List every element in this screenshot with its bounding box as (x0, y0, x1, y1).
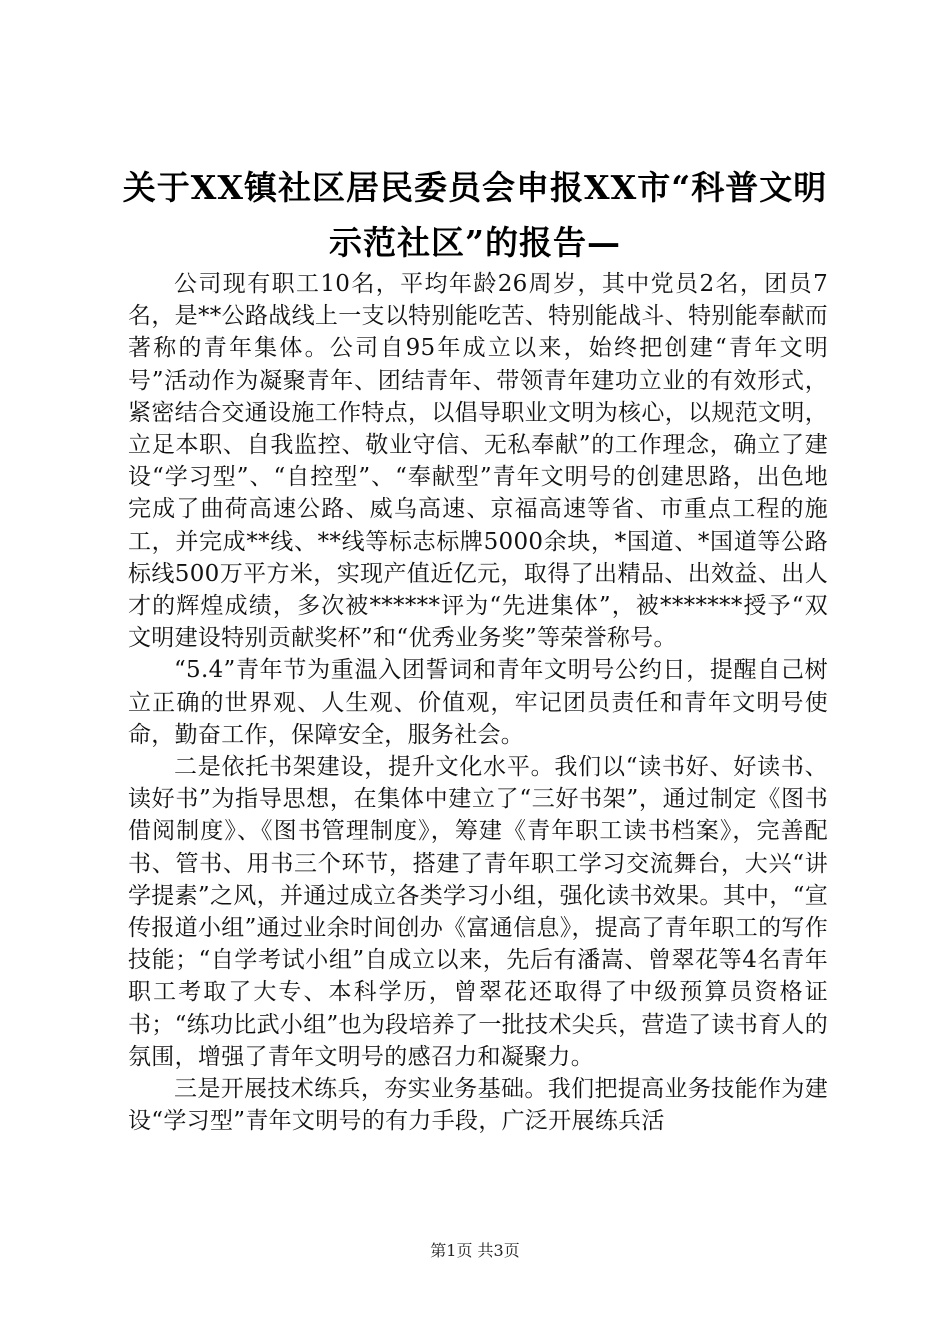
paragraph-company-intro: 公司现有职工10名，平均年龄26周岁，其中党员2名，团员7名，是**公路战线上一支以特别能吃苦、特别能战斗、特别能奉献而著称的青年集体。公司自95年成立以来，始终把创建“青年文明号”活动作为凝聚青年、团结青年、带领青年建功立业的有效形式，紧密结合交通设施工作特点，以倡导职业文明为核心，以规范文明，立足本职、自我监控、敬业守信、无私奉献”的工作理念，确立了建设“学习型”、“自控型”、“奉献型”青年文明号的创建思路，出色地完成了曲荷高速公路、威乌高速、京福高速等省、市重点工程的施工，并完成**线、**线等标志标牌5000余块，*国道、*国道等公路标线500万平方米，实现产值近亿元，取得了出精品、出效益、出人才的辉煌成绩，多次被******评为“先进集体”，被*******授予“双文明建设特别贡献奖杯”和“优秀业务奖”等荣誉称号。 (128, 271, 828, 652)
page-footer: 第1页 共3页 (430, 1241, 520, 1260)
document-title: 关于XX镇社区居民委员会申报XX市“科普文明示范社区”的报告— (122, 168, 828, 262)
document-body (128, 268, 828, 1137)
paragraph-youth-day: “5.4”青年节为重温入团誓词和青年文明号公约日，提醒自己树立正确的世界观、人生观、价值观，牢记团员责任和青年文明号使命，勤奋工作，保障安全，服务社会。 (128, 657, 828, 748)
paragraph-bookshelf: 二是依托书架建设，提升文化水平。我们以“读书好、好读书、读好书”为指导思想，在集体中建立了“三好书架”，通过制定《图书借阅制度》、《图书管理制度》，筹建《青年职工读书档案》，完善配书、管书、用书三个环节，搭建了青年职工学习交流舞台，大兴“讲学提素”之风，并通过成立各类学习小组，强化读书效果。其中，“宣传报道小组”通过业余时间创办《富通信息》，提高了青年职工的写作技能；“自学考试小组”自成立以来，先后有潘嵩、曾翠花等4名青年职工考取了大专、本科学历，曾翠花还取得了中级预算员资格证书；“练功比武小组”也为段培养了一批技术尖兵，营造了读书育人的氛围，增强了青年文明号的感召力和凝聚力。 (128, 754, 828, 1070)
paragraph-technical-training: 三是开展技术练兵，夯实业务基础。我们把提高业务技能作为建设“学习型”青年文明号的有力手段，广泛开展练兵活 (128, 1076, 828, 1135)
